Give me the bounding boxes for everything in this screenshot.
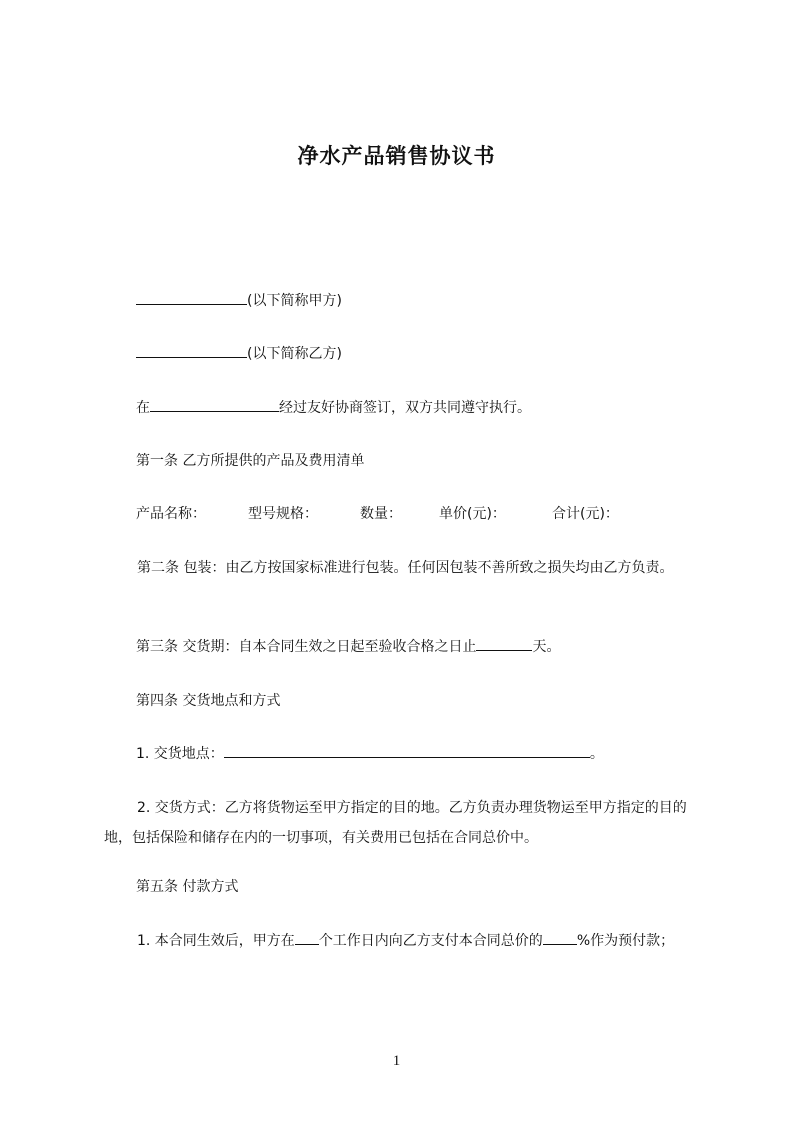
signing-suffix: 经过友好协商签订，双方共同遵守执行。 (279, 400, 531, 416)
delivery-place-line (136, 740, 604, 768)
header-unit-price: 单价(元)： (439, 506, 506, 522)
header-total: 合计(元)： (552, 506, 619, 522)
party-b-name-blank[interactable] (136, 341, 247, 358)
party-b-line (136, 340, 342, 368)
article-5-heading: 第五条 付款方式 (136, 879, 239, 895)
header-quantity: 数量： (360, 506, 402, 522)
article-3-suffix: 天。 (532, 639, 561, 655)
party-a-line (136, 287, 342, 315)
delivery-place-blank[interactable] (224, 741, 590, 758)
page-number: 1 (392, 1053, 401, 1069)
article-4-heading: 第四条 交货地点和方式 (136, 693, 281, 709)
header-product-name: 产品名称： (136, 506, 206, 522)
prepayment-percent-blank[interactable] (543, 928, 577, 945)
document-title: 净水产品销售协议书 (297, 144, 496, 168)
article-1-heading: 第一条 乙方所提供的产品及费用清单 (136, 453, 365, 469)
header-model-spec: 型号规格： (248, 506, 318, 522)
party-b-label: (以下简称乙方) (247, 346, 342, 362)
article-3-text: 第三条 交货期：自本合同生效之日起至验收合格之日止 (136, 639, 477, 655)
article-3-line (136, 633, 560, 661)
signing-prefix: 在 (136, 400, 150, 416)
signing-line (136, 394, 531, 422)
payment-text-1: 1. 本合同生效后，甲方在 (137, 933, 295, 949)
signing-place-blank[interactable] (150, 395, 279, 412)
party-a-name-blank[interactable] (136, 288, 247, 305)
payment-paragraph (104, 926, 689, 956)
payment-text-3: %作为预付款； (576, 933, 675, 949)
delivery-place-label: 1. 交货地点： (136, 746, 224, 762)
delivery-method-paragraph: 2. 交货方式：乙方将货物运至甲方指定的目的地。乙方负责办理货物运至甲方指定的目的地，包括保险和储存在内的一切事项，有关费用已包括在合同总价中。 (104, 800, 687, 846)
article-2-paragraph: 第二条 包装：由乙方按国家标准进行包装。任何因包装不善所致之损失均由乙方负责。 (137, 560, 674, 576)
payment-text-2: 个工作日内向乙方支付本合同总价的 (318, 933, 543, 949)
party-a-label: (以下简称甲方) (247, 293, 342, 309)
delivery-place-suffix: 。 (589, 746, 604, 762)
delivery-days-blank[interactable] (476, 634, 532, 651)
working-days-blank[interactable] (295, 928, 319, 945)
